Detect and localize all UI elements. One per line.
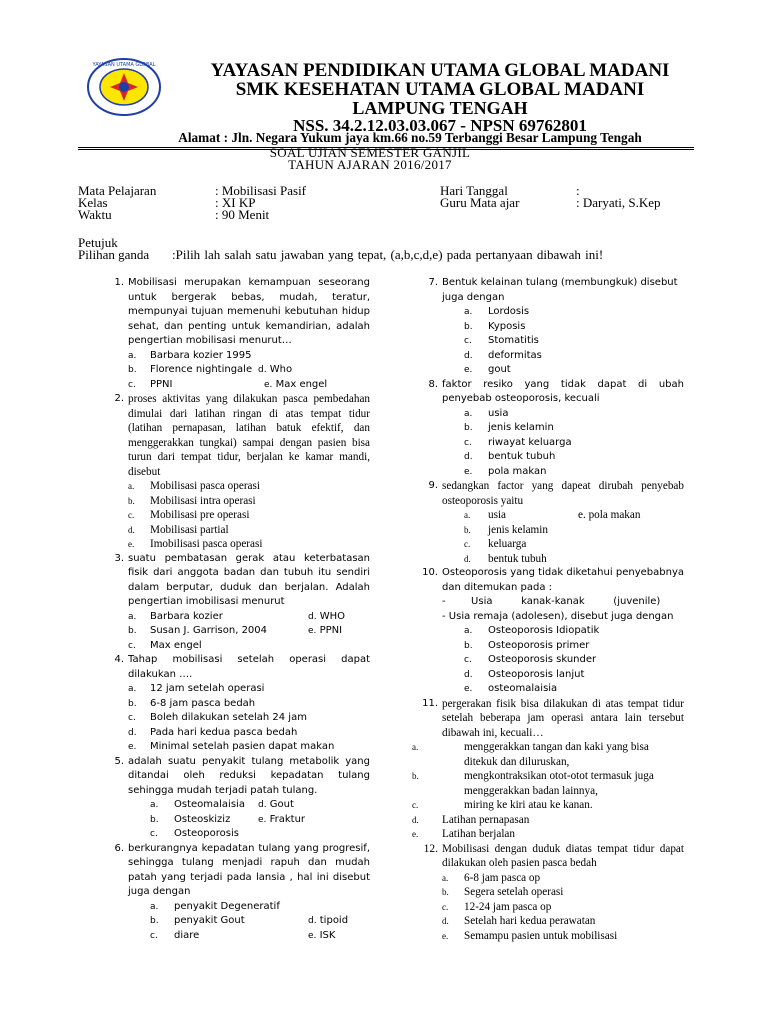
- option-b: b. Osteoporosis primer: [464, 639, 590, 651]
- option-a: a. usia e. pola makan: [464, 509, 641, 521]
- option-b: b. jenis kelamin: [464, 523, 548, 536]
- option-b: b. Segera setelah operasi: [442, 886, 564, 898]
- teacher-label: Guru Mata ajar: [440, 195, 520, 210]
- option-c: c. Max engel: [128, 639, 202, 651]
- option-a: a. 12 jam setelah operasi: [128, 683, 265, 694]
- logo-text: YAYASAN UTAMA GLOBAL: [92, 62, 156, 68]
- option-a: a. Barbara kozier d. WHO: [128, 610, 346, 622]
- question-text: adalah suatu penyakit tulang metabolik yang ditandai oleh reduksi kepadatan tulang sehingga mudah terjadi patah tulang.: [128, 755, 370, 796]
- option-e: e. Semampu pasien untuk mobilisasi: [442, 929, 618, 942]
- option-b: b. penyakit Gout d. tipoid: [150, 915, 349, 926]
- option-a: a. menggerakkan tangan dan kaki yang bisa ditekuk dan diluruskan,: [412, 741, 649, 768]
- question-text-2: - Usia kanak-kanak (juvenile): [442, 596, 661, 607]
- option-d: d. deformitas: [464, 349, 542, 361]
- option-a: a. penyakit Degeneratif: [150, 900, 280, 912]
- option-b: b. 6-8 jam pasca bedah: [128, 697, 256, 709]
- option-e: e. osteomalaisia: [464, 683, 558, 694]
- question-text: faktor resiko yang tidak dapat di ubah penyebab osteoporosis, kecuali: [442, 378, 684, 404]
- question-text: berkurangnya kepadatan tulang yang progresif, sehingga tulang menjadi rapuh dan mudah patah yang terjadi pada lansia , hal ini disebut juga dengan: [128, 842, 370, 897]
- multiple-choice-label: Pilihan ganda: [78, 247, 150, 262]
- right-column: [412, 276, 684, 943]
- option-c: c. keluarga: [464, 538, 527, 550]
- question-text: Bentuk kelainan tulang (membungkuk) disebut juga dengan: [442, 277, 678, 303]
- option-c: c. 12-24 jam pasca op: [442, 900, 552, 913]
- question-number: 3.: [114, 552, 124, 564]
- foundation-name: YAYASAN PENDIDIKAN UTAMA GLOBAL MADANI: [210, 60, 670, 81]
- option-a: a. usia: [464, 407, 509, 419]
- option-d: d. bentuk tubuh: [464, 451, 556, 462]
- option-e: e. pola makan: [464, 465, 547, 477]
- question-2: [98, 392, 370, 552]
- question-4: [98, 653, 370, 755]
- option-d: d. bentuk tubuh: [464, 552, 547, 565]
- option-c: c. Stomatitis: [464, 335, 539, 346]
- question-1: [98, 276, 370, 392]
- option-b: b. Florence nightingale d. Who: [128, 364, 293, 375]
- question-text: Tahap mobilisasi setelah operasi dapat dilakukan ….: [128, 654, 370, 680]
- question-number: 12.: [423, 842, 438, 855]
- question-5: [98, 755, 370, 842]
- question-text: Mobilisasi merupakan kemampuan seseorang untuk bergerak bebas, mudah, teratur, mempunyai tujuan memenuhi kebutuhan hidup sehat, dan penting untuk kemandirian, adalah pengertian mobilisasi menurut…: [128, 277, 370, 346]
- option-b: b. Osteoskiziz e. Fraktur: [150, 813, 306, 825]
- question-text: sedangkan factor yang dapeat dirubah penyebab osteoporosis yaitu: [442, 480, 684, 507]
- question-text: Osteoporosis yang tidak diketahui penyebabnya dan ditemukan pada :: [442, 567, 684, 593]
- school-address: Alamat : Jln. Negara Yukum jaya km.66 no.59 Terbanggi Besar Lampung Tengah: [178, 130, 642, 145]
- subject-value: : Mobilisasi Pasif: [215, 183, 307, 198]
- question-text: Mobilisasi dengan duduk diatas tempat tidur dapat dilakukan oleh pasien pasca bedah: [442, 842, 684, 869]
- question-6: [98, 842, 370, 944]
- option-b: b. mengkontraksikan otot-otot termasuk juga menggerakkan badan lainnya,: [412, 770, 654, 797]
- question-number: 11.: [422, 697, 438, 709]
- school-registration: NSS. 34.2.12.03.03.067 - NPSN 69762801: [293, 116, 587, 135]
- left-column: [98, 276, 370, 943]
- multiple-choice-instruction: :Pilih lah salah satu jawaban yang tepat, (a,b,c,d,e) pada pertanyaan dibawah ini!: [172, 247, 604, 262]
- option-c: c. miring ke kiri atau ke kanan.: [412, 799, 593, 811]
- option-a: a. 6-8 jam pasca op: [442, 871, 541, 884]
- subject-label: Mata Pelajaran: [78, 183, 157, 198]
- question-number: 7.: [428, 277, 438, 288]
- time-value: : 90 Menit: [215, 207, 270, 222]
- time-label: Waktu: [78, 207, 112, 222]
- date-value: :: [576, 183, 580, 198]
- question-number: 9.: [428, 480, 438, 491]
- question-number: 1.: [114, 277, 124, 288]
- option-c: c. Mobilisasi pre operasi: [128, 509, 250, 521]
- question-number: 2.: [114, 393, 124, 404]
- question-11: [412, 697, 684, 842]
- option-b: b. Kyposis: [464, 320, 526, 332]
- option-c: c. riwayat keluarga: [464, 436, 572, 448]
- question-8: [412, 378, 684, 480]
- option-e: e. Minimal setelah pasien dapat makan: [128, 741, 335, 752]
- option-c: c. Osteoporosis: [150, 828, 239, 839]
- class-label: Kelas: [78, 195, 108, 210]
- option-a: a. Mobilisasi pasca operasi: [128, 480, 260, 492]
- option-d: d. Mobilisasi partial: [128, 523, 229, 536]
- option-e: e. Latihan berjalan: [412, 828, 515, 840]
- option-c: c. Boleh dilakukan setelah 24 jam: [128, 712, 307, 723]
- option-a: a. Lordosis: [464, 306, 530, 317]
- option-e: e. gout: [464, 364, 511, 375]
- option-d: d. Osteoporosis lanjut: [464, 668, 585, 680]
- option-c: c. diare e. ISK: [150, 929, 336, 941]
- option-d: d. Setelah hari kedua perawatan: [442, 915, 596, 927]
- question-text: proses aktivitas yang dilakukan pasca pembedahan dimulai dari latihan ringan di atas tempat tidur (latihan pernapasan, latihan batuk efektif, dan menggerakkan tungkai) sampai dengan pasien bisa turun dari tempat tidur, berjalan ke kamar mandi, disebut: [128, 393, 370, 478]
- date-label: Hari Tanggal: [440, 183, 508, 198]
- school-name: SMK KESEHATAN UTAMA GLOBAL MADANI: [235, 79, 645, 100]
- exam-year: TAHUN AJARAN 2016/2017: [288, 157, 452, 172]
- question-number: 4.: [114, 654, 124, 665]
- question-text: pergerakan fisik bisa dilakukan di atas tempat tidur setelah beberapa jam operasi antara lain tersebut dibawah ini, kecuali…: [442, 697, 684, 739]
- question-number: 5.: [114, 755, 124, 767]
- question-text: suatu pembatasan gerak atau keterbatasan fisik dari anggota badan dan tubuh itu sendiri dalam berputar, duduk dan berjalan. Adalah pengertian imobilisasi menurut: [128, 552, 370, 607]
- option-c: c. Osteoporosis skunder: [464, 654, 597, 665]
- question-7: [412, 276, 684, 378]
- question-3: [98, 552, 370, 654]
- exam-title: SOAL UJIAN SEMESTER GANJIL: [269, 145, 471, 160]
- question-number: 6.: [114, 842, 124, 854]
- instructions-heading: Petujuk: [78, 235, 118, 250]
- question-number: 10.: [422, 567, 438, 578]
- option-e: e. Imobilisasi pasca operasi: [128, 538, 263, 550]
- question-9: [412, 479, 684, 566]
- option-c: c. PPNI e. Max engel: [128, 378, 328, 390]
- school-region: LAMPUNG TENGAH: [352, 98, 528, 118]
- school-logo: [86, 57, 162, 117]
- option-b: b. Susan J. Garrison, 2004 e. PPNI: [128, 625, 343, 636]
- class-value: : XI KP: [215, 195, 256, 210]
- teacher-value: : Daryati, S.Kep: [576, 195, 661, 210]
- option-a: a. Osteoporosis Idiopatik: [464, 625, 600, 636]
- option-d: d. Latihan pernapasan: [412, 813, 530, 826]
- option-d: d. Pada hari kedua pasca bedah: [128, 726, 298, 738]
- option-b: b. Mobilisasi intra operasi: [128, 494, 256, 507]
- option-a: a. Barbara kozier 1995: [128, 349, 252, 361]
- question-10: [412, 566, 684, 697]
- option-a: a. Osteomalaisia d. Gout: [150, 799, 294, 810]
- option-b: b. jenis kelamin: [464, 422, 554, 433]
- question-12: [412, 842, 684, 944]
- question-number: 8.: [428, 378, 438, 390]
- question-text-3: - Usia remaja (adolesen), disebut juga dengan: [442, 610, 674, 622]
